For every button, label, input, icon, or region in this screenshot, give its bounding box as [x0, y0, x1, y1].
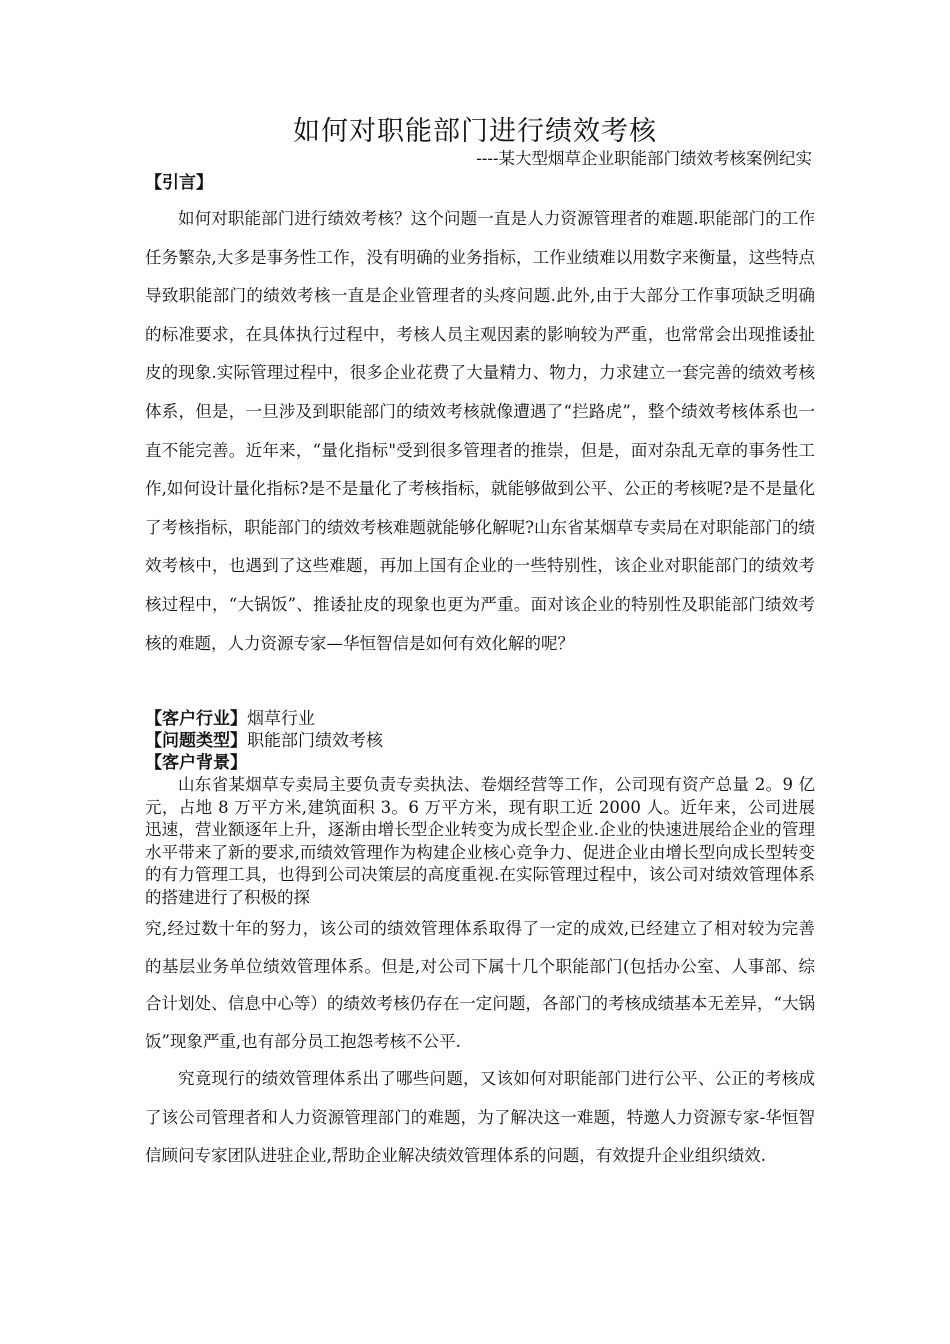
- background-paragraph-1-continued: 究,经过数十年的努力，该公司的绩效管理体系取得了一定的成效,已经建立了相对较为完善的基层业务单位绩效管理体系。但是,对公司下属十几个职能部门(包括办公室、人事部、综合计划处、信息中心等）的绩效考核仍存在一定问题，各部门的考核成绩基本无差异，“大锅饭”现象严重,也有部分员工抱怨考核不公平.: [145, 919, 815, 1051]
- industry-row: [145, 708, 815, 730]
- background-section: [145, 774, 815, 909]
- background-continuation: [145, 910, 815, 1060]
- background-paragraph-1: 山东省某烟草专卖局主要负责专卖执法、卷烟经营等工作，公司现有资产总量 2。9 亿元，占地 8 万平方米,建筑面积 3。6 万平方米，现有职工近 2000 人。近年来，公司进展迅速，营业额逐年上升，逐渐由增长型企业转变为成长型企业.企业的快速进展给企业的管理水平带来了新的要求,而绩效管理作为构建企业核心竞争力、促进企业由增长型向成长型转变的有力管理工具，也得到公司决策层的高度重视.在实际管理过程中，该公司对绩效管理体系的搭建进行了积极的探: [145, 775, 815, 907]
- problem-type-label: 【问题类型】: [145, 731, 247, 751]
- intro-section: [145, 172, 815, 663]
- intro-heading: 【引言】: [145, 173, 213, 193]
- background-section-2: [145, 1060, 815, 1176]
- industry-label: 【客户行业】: [145, 709, 247, 729]
- meta-section: [145, 708, 815, 774]
- problem-type-value: 职能部门绩效考核: [247, 731, 383, 751]
- document-title: 如何对职能部门进行绩效考核: [293, 116, 657, 147]
- background-paragraph-2: 究竟现行的绩效管理体系出了哪些问题，又该如何对职能部门进行公平、公正的考核成了该公司管理者和人力资源管理部门的难题，为了解决这一难题，特邀人力资源专家-华恒智信顾问专家团队进驻企业,帮助企业解决绩效管理体系的问题，有效提升企业组织绩效.: [145, 1069, 815, 1166]
- document-subtitle: ----某大型烟草企业职能部门绩效考核案例纪实: [476, 149, 812, 168]
- problem-type-row: [145, 730, 815, 752]
- intro-paragraph: 如何对职能部门进行绩效考核？这个问题一直是人力资源管理者的难题.职能部门的工作任务繁杂,大多是事务性工作，没有明确的业务指标，工作业绩难以用数字来衡量，这些特点导致职能部门的绩效考核一直是企业管理者的头疼问题.此外,由于大部分工作事项缺乏明确的标准要求，在具体执行过程中，考核人员主观因素的影响较为严重，也常常会出现推诿扯皮的现象.实际管理过程中，很多企业花费了大量精力、物力，力求建立一套完善的绩效考核体系，但是，一旦涉及到职能部门的绩效考核就像遭遇了“拦路虎”，整个绩效考核体系也一直不能完善。近年来，“量化指标"受到很多管理者的推崇，但是，面对杂乱无章的事务性工作,如何设计量化指标?是不是量化了考核指标，就能够做到公平、公正的考核呢?是不是量化了考核指标，职能部门的绩效考核难题就能够化解呢?山东省某烟草专卖局在对职能部门的绩效考核中，也遇到了这些难题，再加上国有企业的一些特别性，该企业对职能部门的绩效考核过程中，“大锅饭”、推诿扯皮的现象也更为严重。面对该企业的特别性及职能部门绩效考核的难题，人力资源专家—华恒智信是如何有效化解的呢？: [145, 209, 815, 653]
- industry-value: 烟草行业: [247, 709, 315, 729]
- background-heading: 【客户背景】: [145, 753, 247, 773]
